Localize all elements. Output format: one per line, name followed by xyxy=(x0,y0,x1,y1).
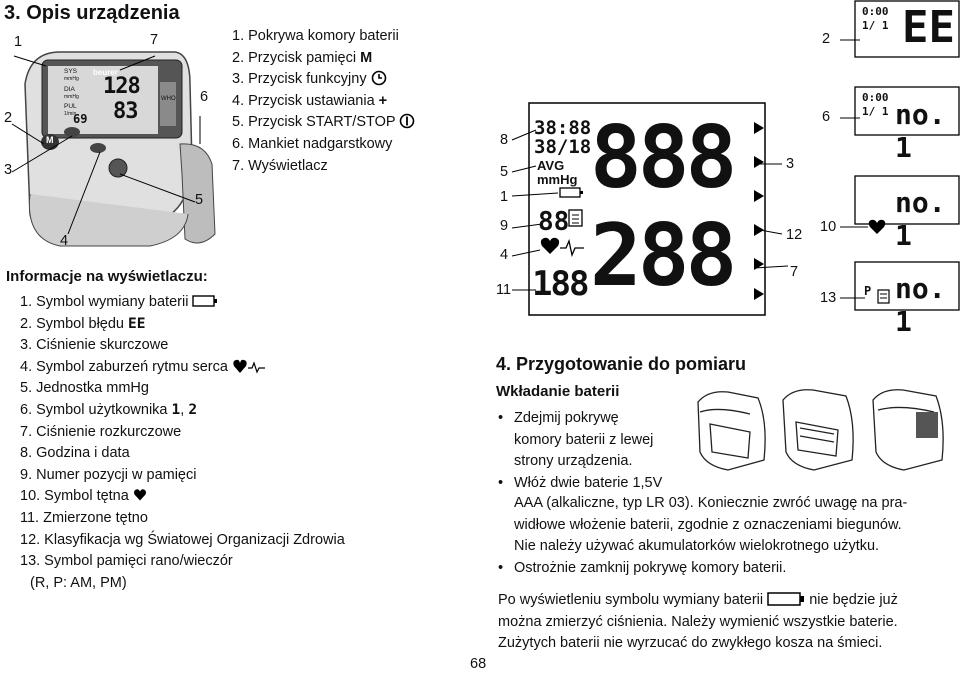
section-title-prep: 4. Przygotowanie do pomiaru xyxy=(496,354,747,374)
parts-item-5: 5. Przycisk START/STOP xyxy=(232,112,415,134)
lcd-label-12: 12 xyxy=(786,227,803,243)
device-sys-label: SYS xyxy=(64,68,78,75)
device-dia-label: DIA xyxy=(64,86,75,93)
battery-steps-narrow xyxy=(498,408,698,494)
lcd-diastolic: 288 xyxy=(590,206,734,306)
mini-label-13: 13 xyxy=(820,290,837,306)
user-symbol-1: 1 xyxy=(171,401,181,418)
device-label-4: 4 xyxy=(60,233,69,249)
info-item-11: 11. Zmierzone tętno xyxy=(20,509,148,526)
step-close-cover-text: • Ostrożnie zamknij pokrywę komory baterii. xyxy=(498,558,786,580)
info-item-2: 2. Symbol błędu EE xyxy=(20,315,146,332)
display-info-title: Informacje na wyświetlaczu: xyxy=(6,268,208,285)
step-insert-line-3: Nie należy używać akumulatorków wielokrotnego użytku. xyxy=(514,538,880,555)
mini4-user: no. 1 xyxy=(895,272,946,338)
step-insert-line-1: AAA (alkaliczne, typ LR 03). Koniecznie zwróć uwagę na pra- xyxy=(514,495,908,511)
parts-list xyxy=(232,26,415,177)
mini1-error: EE xyxy=(902,2,955,53)
device-reading-pul: 69 xyxy=(73,112,88,126)
battery-steps-wide xyxy=(514,493,958,558)
warning-line-2: można zmierzyć ciśnienia. Należy wymienić wszystkie baterie. xyxy=(498,613,898,630)
parts-item-4: 4. Przycisk ustawiania + xyxy=(232,92,388,109)
lcd-label-3: 3 xyxy=(786,156,795,172)
plus-symbol: + xyxy=(378,92,388,109)
mini-label-6: 6 xyxy=(822,109,831,125)
clock-icon xyxy=(371,70,387,86)
device-label-2: 2 xyxy=(4,110,13,126)
mini2-date: 1/ 1 xyxy=(862,105,889,118)
device-label-5: 5 xyxy=(195,192,204,208)
mini-label-2: 2 xyxy=(822,31,831,47)
mini1-date: 1/ 1 xyxy=(862,19,889,32)
battery-illustrations xyxy=(688,382,958,476)
parts-item-3: 3. Przycisk funkcyjny xyxy=(232,69,415,91)
lcd-time: 38:88 xyxy=(534,117,592,139)
battery-icon-inline xyxy=(767,592,805,606)
user-symbol-separator: , xyxy=(180,401,185,418)
heart-icon xyxy=(133,488,147,501)
info-item-5: 5. Jednostka mmHg xyxy=(20,380,149,397)
info-item-9: 9. Numer pozycji w pamięci xyxy=(20,466,197,483)
user-symbol-2: 2 xyxy=(188,401,198,418)
lcd-label-4: 4 xyxy=(500,247,509,263)
parts-item-1: 1. Pokrywa komory baterii xyxy=(232,28,399,44)
lcd-avg: AVG xyxy=(537,158,565,173)
mini2-time: 0:00 xyxy=(862,91,889,104)
info-item-7: 7. Ciśnienie rozkurczowe xyxy=(20,423,182,440)
device-m-button: M xyxy=(46,135,54,145)
warning-line-1: Po wyświetleniu symbolu wymiany baterii nie będzie już xyxy=(498,592,898,608)
battery-warning-paragraph xyxy=(498,590,958,655)
display-info-list xyxy=(20,292,345,594)
lcd-label-11: 11 xyxy=(496,282,512,298)
lcd-systolic: 888 xyxy=(590,108,734,208)
info-item-8: 8. Godzina i data xyxy=(20,445,130,462)
info-item-3: 3. Ciśnienie skurczowe xyxy=(20,337,169,354)
device-label-7: 7 xyxy=(150,32,159,48)
lcd-date: 38/18 xyxy=(534,136,592,158)
lcd-label-7: 7 xyxy=(790,264,799,280)
parts-item-7: 7. Wyświetlacz xyxy=(232,157,328,174)
device-brand: beurer xyxy=(93,68,118,77)
lcd-label-8: 8 xyxy=(500,132,509,148)
section-title: 3. Opis urządzenia xyxy=(4,2,180,24)
info-item-6: 6. Symbol użytkownika 1, 2 xyxy=(20,401,198,418)
device-label-1: 1 xyxy=(14,34,23,50)
device-label-3: 3 xyxy=(4,162,13,178)
step-insert-batteries: • Włóż dwie baterie 1,5V xyxy=(498,473,698,495)
step-close-cover xyxy=(498,558,786,580)
irregular-heartbeat-icon xyxy=(232,357,266,375)
mini4-period: P xyxy=(864,284,872,298)
info-item-13: 13. Symbol pamięci rano/wieczór xyxy=(20,553,233,570)
info-item-12: 12. Klasyfikacja wg Światowej Organizacji Zdrowia xyxy=(20,531,345,548)
mini1-time: 0:00 xyxy=(862,5,889,18)
error-symbol: EE xyxy=(128,315,146,332)
lcd-memory-number: 88 xyxy=(538,207,570,237)
lcd-pulse: 188 xyxy=(532,264,588,304)
device-pul-unit: 1/min xyxy=(64,111,77,117)
device-who-label: WHO xyxy=(161,96,176,102)
device-illustration xyxy=(0,24,222,256)
device-sys-unit: mmHg xyxy=(64,76,79,82)
lcd-label-9: 9 xyxy=(500,218,509,234)
info-item-1: 1. Symbol wymiany baterii xyxy=(20,292,345,314)
warning-line-3: Zużytych baterii nie wyrzucać do zwykłego kosza na śmieci. xyxy=(498,635,883,652)
device-pul-label: PUL xyxy=(64,103,77,110)
info-item-13-note: (R, P: AM, PM) xyxy=(30,574,127,591)
device-reading-sys: 128 xyxy=(103,74,140,99)
device-dia-unit: mmHg xyxy=(64,94,79,100)
step-insert-line-2: widłowe włożenie baterii, zgodnie z oznaczeniami biegunów. xyxy=(514,516,902,533)
lcd-label-5: 5 xyxy=(500,164,509,180)
mini-label-10: 10 xyxy=(820,219,837,235)
battery-icon xyxy=(192,295,218,307)
device-label-6: 6 xyxy=(200,89,209,105)
lcd-unit: mmHg xyxy=(537,172,578,187)
parts-item-2: 2. Przycisk pamięci M xyxy=(232,49,373,66)
lcd-label-1: 1 xyxy=(500,189,509,205)
step-remove-cover: • Zdejmij pokrywę komory baterii z lewej strony urządzenia. xyxy=(498,408,698,473)
info-item-10: 10. Symbol tętna xyxy=(20,486,345,508)
mini3-user: no. 1 xyxy=(895,186,946,252)
power-icon xyxy=(399,113,415,129)
device-reading-dia: 83 xyxy=(113,99,138,124)
mini2-user: no. 1 xyxy=(895,98,946,164)
info-item-4: 4. Symbol zaburzeń rytmu serca xyxy=(20,357,345,379)
parts-item-6: 6. Mankiet nadgarstkowy xyxy=(232,135,393,152)
memory-symbol: M xyxy=(360,49,373,66)
page-number: 68 xyxy=(470,656,487,672)
battery-subtitle: Wkładanie baterii xyxy=(496,383,620,400)
